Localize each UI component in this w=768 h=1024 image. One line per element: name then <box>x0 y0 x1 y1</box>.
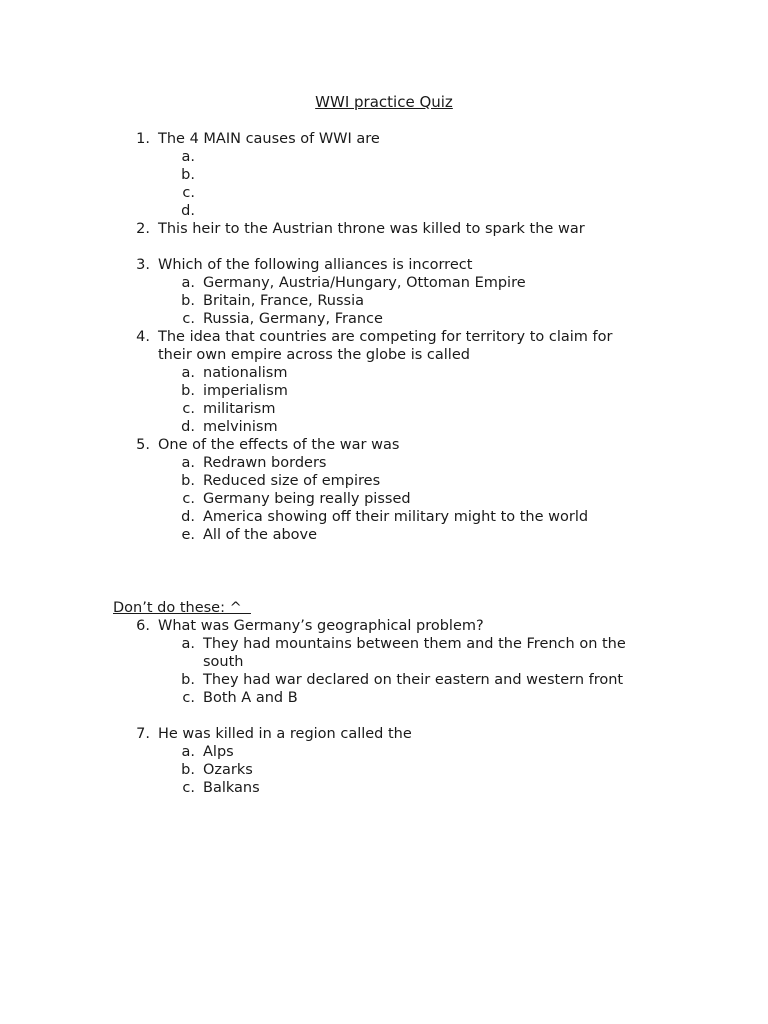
question-text: One of the effects of the war was <box>158 437 400 453</box>
question-number: 4. <box>136 329 150 345</box>
option-text: nationalism <box>203 365 288 381</box>
option-letter: b. <box>181 762 195 778</box>
option-letter: a. <box>181 275 195 291</box>
option-letter: a. <box>181 636 195 652</box>
question-text: He was killed in a region called the <box>158 726 412 742</box>
option-text: militarism <box>203 401 276 417</box>
question-text: their own empire across the globe is called <box>158 347 470 363</box>
question-number: 5. <box>136 437 150 453</box>
question-number: 6. <box>136 618 150 634</box>
option-text: Alps <box>203 744 234 760</box>
option-letter: c. <box>182 311 195 327</box>
question-number: 1. <box>136 131 150 147</box>
question-text: What was Germany’s geographical problem? <box>158 618 484 634</box>
option-letter: b. <box>181 167 195 183</box>
option-text: They had mountains between them and the French on the <box>203 636 626 652</box>
option-letter: d. <box>181 419 195 435</box>
option-letter: a. <box>181 744 195 760</box>
option-letter: e. <box>181 527 195 543</box>
option-text: imperialism <box>203 383 288 399</box>
option-text: Balkans <box>203 780 260 796</box>
option-letter: c. <box>182 185 195 201</box>
option-text: Both A and B <box>203 690 298 706</box>
option-text: Russia, Germany, France <box>203 311 383 327</box>
option-text: south <box>203 654 244 670</box>
option-letter: d. <box>181 509 195 525</box>
option-letter: c. <box>182 780 195 796</box>
question-number: 3. <box>136 257 150 273</box>
question-text: Which of the following alliances is incorrect <box>158 257 473 273</box>
question-number: 2. <box>136 221 150 237</box>
option-text: America showing off their military might to the world <box>203 509 589 525</box>
option-letter: b. <box>181 383 195 399</box>
option-text: Ozarks <box>203 762 253 778</box>
question-text: The idea that countries are competing for territory to claim for <box>158 329 613 345</box>
option-text: Germany being really pissed <box>203 491 411 507</box>
option-letter: a. <box>181 149 195 165</box>
option-letter: b. <box>181 672 195 688</box>
option-letter: d. <box>181 203 195 219</box>
question-text: The 4 MAIN causes of WWI are <box>158 131 380 147</box>
option-letter: c. <box>182 401 195 417</box>
option-text: Germany, Austria/Hungary, Ottoman Empire <box>203 275 526 291</box>
option-letter: c. <box>182 491 195 507</box>
option-letter: a. <box>181 365 195 381</box>
option-text: melvinism <box>203 419 278 435</box>
option-text: Britain, France, Russia <box>203 293 365 309</box>
option-letter: a. <box>181 455 195 471</box>
question-text: This heir to the Austrian throne was killed to spark the war <box>158 221 585 237</box>
section-label: Don’t do these: ^ <box>113 600 251 616</box>
option-text: They had war declared on their eastern and western front <box>203 672 624 688</box>
option-text: Redrawn borders <box>203 455 327 471</box>
option-text: Reduced size of empires <box>203 473 381 489</box>
option-text: All of the above <box>203 527 318 543</box>
option-letter: b. <box>181 293 195 309</box>
page-title: WWI practice Quiz <box>315 93 453 111</box>
option-letter: c. <box>182 690 195 706</box>
question-number: 7. <box>136 726 150 742</box>
option-letter: b. <box>181 473 195 489</box>
